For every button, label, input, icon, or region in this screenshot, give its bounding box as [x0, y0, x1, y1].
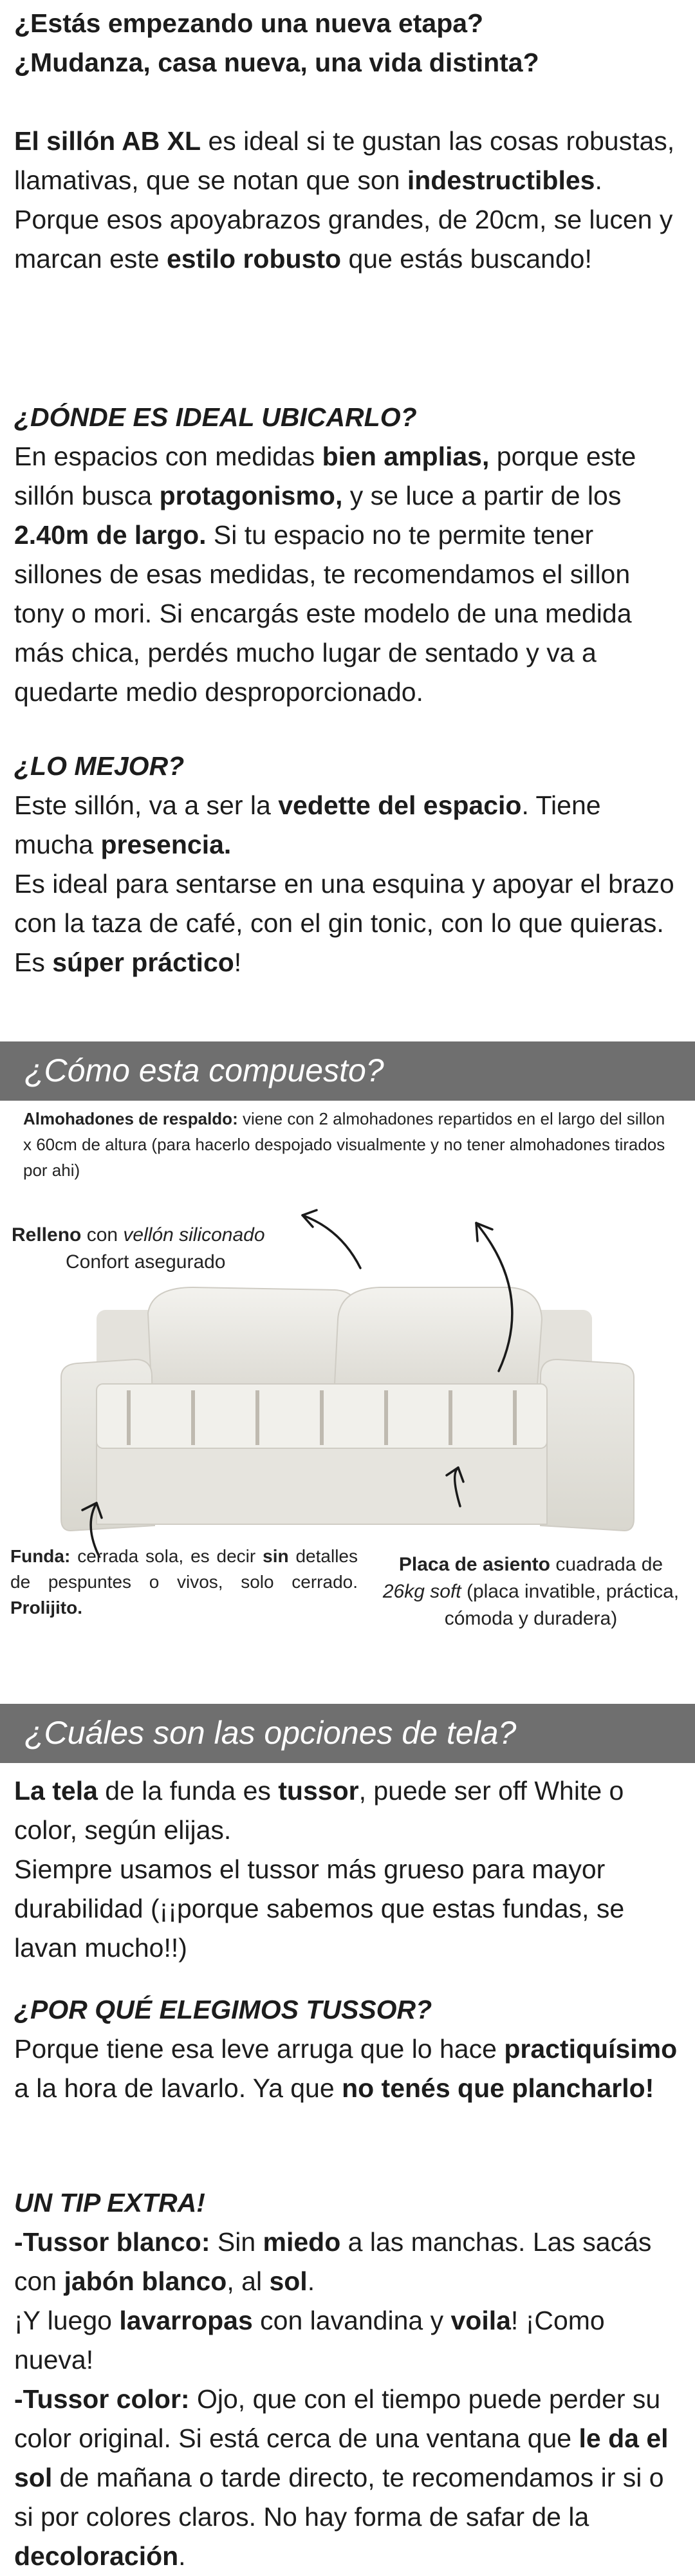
section-banner-tela — [0, 1704, 695, 1763]
sofa-right-arm — [541, 1359, 634, 1531]
back-cushion-left — [148, 1287, 359, 1384]
mejor-title: ¿LO MEJOR? — [14, 751, 185, 781]
tela-section — [14, 1771, 681, 1968]
banner-title: ¿Cuáles son las opciones de tela? — [24, 1715, 517, 1751]
tip-section — [14, 2183, 681, 2576]
mejor-paragraph-2: Es ideal para sentarse en una esquina y apoyar el brazo con la taza de café, con el gin tonic, con lo que quieras. Es súper práctico! — [14, 869, 674, 977]
porque-paragraph: Porque tiene esa leve arruga que lo hace practiquísimo a la hora de lavarlo. Ya que no tenés que plancharlo! — [14, 2034, 678, 2103]
respaldo-caption: Almohadones de respaldo: viene con 2 almohadones repartidos en el largo del sillon x 60cm de altura (para hacerlo despojado visualmente y no tener almohadones tirados por ahi) — [23, 1109, 665, 1180]
porque-section — [14, 1990, 681, 2108]
porque-title: ¿POR QUÉ ELEGIMOS TUSSOR? — [14, 1995, 432, 2024]
funda-caption: Funda: cerrada sola, es decir sin detalles de pespuntes o vivos, solo cerrado. Prolijito. — [10, 1546, 358, 1618]
intro-section — [14, 4, 681, 279]
arrow-relleno — [302, 1215, 360, 1268]
sofa-base — [97, 1442, 547, 1524]
placa-caption: Placa de asiento cuadrada de 26kg soft (placa invatible, práctica, cómoda y duradera) — [382, 1554, 680, 1629]
mejor-section — [14, 747, 681, 982]
tip-title: UN TIP EXTRA! — [14, 2188, 205, 2217]
tip-color: -Tussor color: Ojo, que con el tiempo puede perder su color original. Si está cerca de una ventana que le da el sol de mañana o tarde directo, te recomendamos ir si o si por colores claros. No hay forma de safar de la decoloración. — [14, 2384, 669, 2571]
tela-paragraph-2: Siempre usamos el tussor más grueso para mayor durabilidad (¡¡porque sabemos que estas fundas, se lavan mucho!!) — [14, 1854, 625, 1963]
donde-section — [14, 398, 681, 712]
intro-heading-1: ¿Estás empezando una nueva etapa? — [14, 8, 484, 38]
intro-paragraph-1: El sillón AB XL es ideal si te gustan las cosas robustas, llamativas, que se notan que son indestructibles. — [14, 126, 675, 195]
banner-title: ¿Cómo esta compuesto? — [24, 1052, 384, 1088]
tip-blanco: -Tussor blanco: Sin miedo a las manchas. Las sacás con jabón blanco, al sol. — [14, 2227, 652, 2296]
tip-lavarropas: ¡Y luego lavarropas con lavandina y voila! ¡Como nueva! — [14, 2306, 605, 2375]
relleno-caption: Relleno con vellón siliconado Confort asegurado — [12, 1224, 265, 1273]
tela-paragraph-1: La tela de la funda es tussor, puede ser off White o color, según elijas. — [14, 1776, 624, 1845]
intro-paragraph-2: Porque esos apoyabrazos grandes, de 20cm, se lucen y marcan este estilo robusto que estás buscando! — [14, 205, 673, 274]
donde-title: ¿DÓNDE ES IDEAL UBICARLO? — [14, 402, 417, 432]
section-banner-composicion — [0, 1041, 695, 1101]
donde-paragraph: En espacios con medidas bien amplias, porque este sillón busca protagonismo, y se luce a partir de los 2.40m de largo. Si tu espacio no te permite tener sillones de esas medidas, te recomendamos el sillon tony o mori. Si encargás este modelo de una medida más chica, perdés mucho lugar de sentado y va a quedarte medio desproporcionado. — [14, 442, 636, 707]
mejor-paragraph-1: Este sillón, va a ser la vedette del espacio. Tiene mucha presencia. — [14, 790, 601, 859]
sofa-illustration — [0, 1191, 695, 1558]
intro-heading-2: ¿Mudanza, casa nueva, una vida distinta? — [14, 48, 539, 77]
